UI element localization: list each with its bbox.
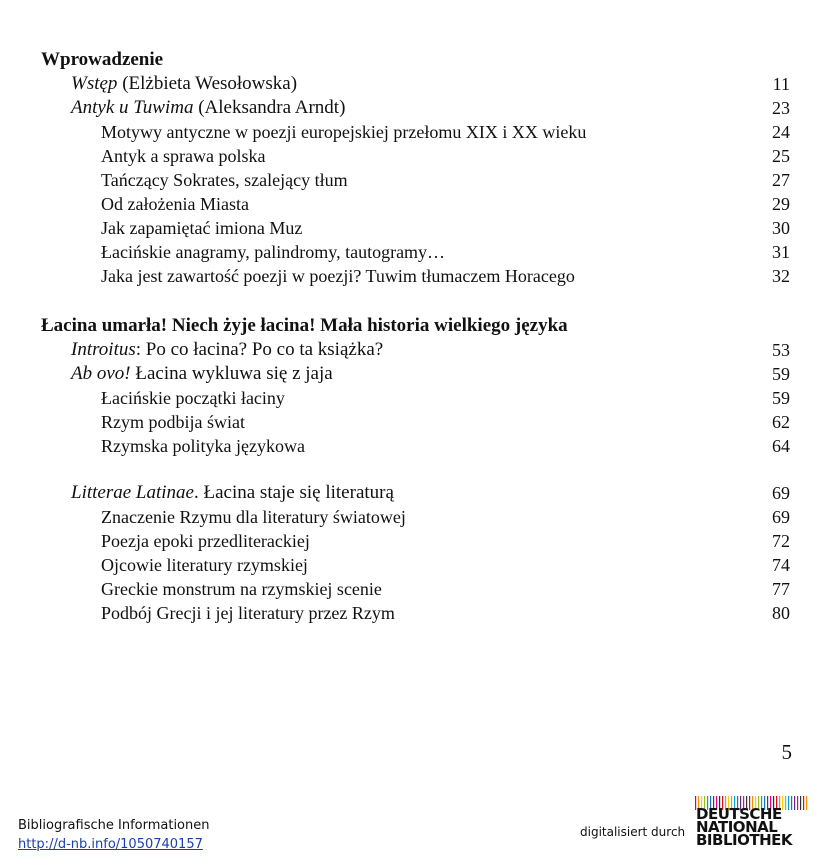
toc-entry [0, 120, 824, 144]
toc-entry-title [101, 553, 308, 577]
logo-wordmark [696, 805, 792, 849]
toc-entry-title [101, 192, 249, 216]
toc-entry-title [101, 240, 445, 264]
toc-page-number: 25 [772, 146, 790, 166]
toc-page-number: 77 [772, 579, 790, 599]
toc-entry [0, 553, 824, 577]
toc-entry-title [101, 410, 245, 434]
logo-stripe [806, 796, 807, 810]
toc-entry [0, 505, 824, 529]
toc-title-text: Znaczenie Rzymu dla literatury światowej [101, 507, 406, 527]
toc-entry [0, 386, 824, 410]
toc-entry-title [101, 601, 395, 625]
toc-entry-title [101, 168, 348, 192]
toc-entry [0, 362, 824, 386]
toc-title-text: (Aleksandra Arndt) [193, 97, 346, 118]
toc-title-text: Wprowadzenie [41, 49, 164, 70]
toc-page-number: 69 [772, 507, 790, 527]
digitized-by-label: digitalisiert durch [580, 825, 686, 839]
logo-stripe [797, 796, 798, 810]
toc-entry-title [101, 144, 265, 168]
page-number: 5 [781, 740, 792, 764]
toc-title-text: Łacina wykluwa się z jaja [130, 363, 333, 384]
toc-page-number: 32 [772, 266, 790, 286]
toc-entry [0, 240, 824, 264]
toc-entry [0, 481, 824, 505]
toc-entry [0, 216, 824, 240]
toc-entry-title [101, 264, 575, 288]
toc-entry [0, 72, 824, 96]
toc-section-heading [0, 314, 824, 338]
toc-page-number: 64 [772, 436, 790, 456]
logo-line-2: NATIONAL [696, 818, 778, 836]
toc-title-italic: Introitus [71, 339, 136, 360]
toc-page-number: 74 [772, 555, 790, 575]
toc-title-text: Jak zapamiętać imiona Muz [101, 218, 303, 238]
toc-title-italic: Ab ovo! [71, 363, 131, 384]
toc-title-text: Poezja epoki przedliterackiej [101, 531, 310, 551]
toc-page-number: 30 [772, 218, 790, 238]
toc-page-number: 80 [772, 603, 790, 623]
bibliographic-label: Bibliografische Informationen [18, 818, 210, 833]
toc-entry [0, 529, 824, 553]
toc-entry [0, 577, 824, 601]
toc-entry [0, 434, 824, 458]
toc-entry [0, 96, 824, 120]
logo-line-3: BIBLIOTHEK [696, 831, 792, 849]
toc-entry-title [101, 216, 302, 240]
toc-title-text: Rzymska polityka językowa [101, 436, 305, 456]
toc-title-italic: Antyk u Tuwima [71, 97, 194, 118]
toc-title-italic: Litterae Latinae [71, 482, 194, 503]
toc-title-text: Rzym podbija świat [101, 412, 245, 432]
toc-title-text: Łacińskie początki łaciny [101, 388, 285, 408]
toc-page-number: 31 [772, 242, 790, 262]
toc-title-text: Ojcowie literatury rzymskiej [101, 555, 308, 575]
toc-title-text: Łacina umarła! Niech żyje łacina! Mała historia wielkiego języka [41, 315, 568, 336]
toc-page-number: 29 [772, 194, 790, 214]
toc-entry [0, 264, 824, 288]
toc-entry [0, 338, 824, 362]
toc-page-number: 72 [772, 531, 790, 551]
toc-entry-title [41, 314, 568, 338]
toc-entry-title [101, 577, 382, 601]
toc-entry-title [101, 529, 310, 553]
toc-section-heading [0, 48, 824, 72]
toc-entry-title [71, 72, 297, 96]
toc-entry [0, 144, 824, 168]
dnb-logo [694, 796, 810, 858]
toc-entry [0, 192, 824, 216]
toc-title-text: Antyk a sprawa polska [101, 146, 266, 166]
bibliographic-link[interactable]: http://d-nb.info/1050740157 [18, 837, 203, 852]
toc-title-text: Greckie monstrum na rzymskiej scenie [101, 579, 382, 599]
toc-page-number: 24 [772, 122, 790, 142]
toc-title-text: : Po co łacina? Po co ta książka? [135, 339, 384, 360]
logo-stripe [794, 796, 795, 810]
toc-title-text: Od założenia Miasta [101, 194, 249, 214]
toc-page-number: 53 [772, 340, 790, 360]
toc-entry-title [101, 505, 406, 529]
toc-title-text: (Elżbieta Wesołowska) [117, 73, 298, 94]
toc-page-number: 69 [772, 483, 790, 503]
toc-entry-title [71, 96, 345, 120]
toc-title-text: Podbój Grecji i jej literatury przez Rzym [101, 603, 395, 623]
toc-page-number: 59 [772, 388, 790, 408]
toc-title-text: Łacińskie anagramy, palindromy, tautogramy… [101, 242, 446, 262]
toc-entry-title [41, 48, 163, 72]
toc-page-number: 23 [772, 98, 790, 118]
toc-entry-title [71, 481, 394, 505]
toc-entry [0, 410, 824, 434]
toc-entry-title [71, 338, 383, 362]
toc-title-italic: Wstęp [71, 73, 118, 94]
toc-title-text: Tańczący Sokrates, szalejący tłum [101, 170, 348, 190]
toc-page-number: 11 [772, 74, 790, 94]
logo-line-1: DEUTSCHE [696, 805, 782, 823]
logo-stripe [800, 796, 801, 810]
toc-title-text: Motywy antyczne w poezji europejskiej przełomu XIX i XX wieku [101, 122, 587, 142]
toc-title-text: . Łacina staje się literaturą [193, 482, 394, 503]
toc-page-number: 59 [772, 364, 790, 384]
toc-entry-title [101, 386, 285, 410]
toc-entry [0, 601, 824, 625]
toc-entry [0, 168, 824, 192]
toc-title-text: Jaka jest zawartość poezji w poezji? Tuwim tłumaczem Horacego [101, 266, 575, 286]
toc-entry-title [101, 434, 305, 458]
logo-stripe [803, 796, 804, 810]
bibliographic-info [18, 816, 210, 854]
toc-entry-title [71, 362, 333, 386]
toc-page-number: 62 [772, 412, 790, 432]
toc-entry-title [101, 120, 586, 144]
toc-page-number: 27 [772, 170, 790, 190]
